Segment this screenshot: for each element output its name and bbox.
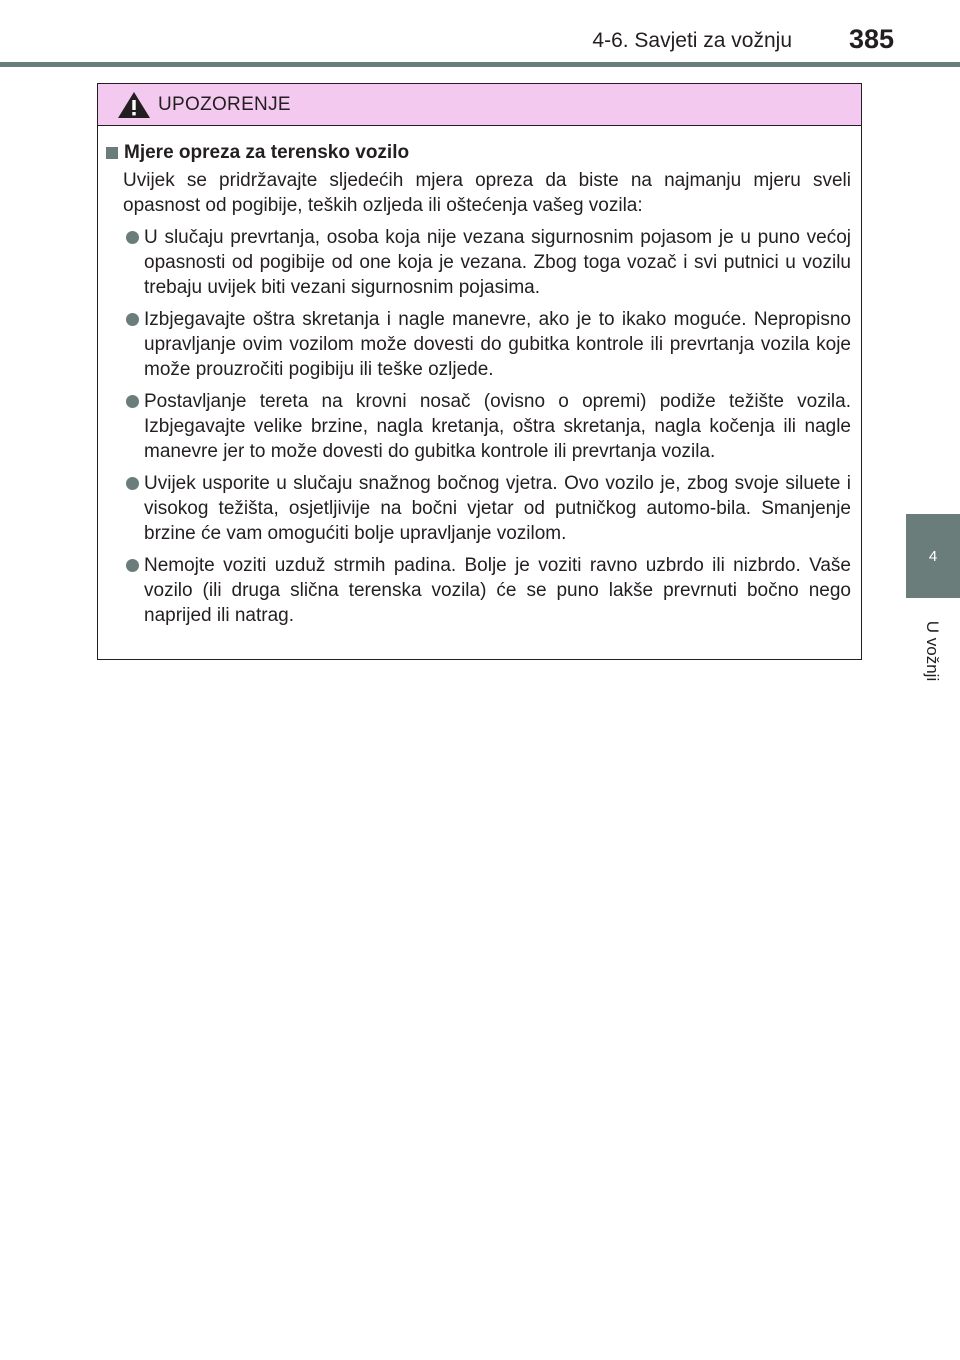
page-number: 385 xyxy=(848,24,894,54)
page-header-title: 4-6. Savjeti za vožnju xyxy=(592,29,792,52)
chapter-label-vertical xyxy=(904,606,960,696)
round-bullet-icon xyxy=(126,313,139,326)
round-bullet-icon xyxy=(126,231,139,244)
list-item xyxy=(106,553,851,628)
list-item xyxy=(106,307,851,382)
list-item-text: Nemojte voziti uzduž strmih padina. Bolje je voziti ravno uzbrdo ili nizbrdo. Vaše vozilo (ili druga slična terenska vozila) će se puno lakše prevrnuti bočno nego naprijed ili natrag. xyxy=(144,555,851,626)
chapter-number: 4 xyxy=(928,547,938,565)
warning-title: UPOZORENJE xyxy=(158,93,291,115)
chapter-tab xyxy=(906,514,960,598)
round-bullet-icon xyxy=(126,477,139,490)
section-heading-text: Mjere opreza za terensko vozilo xyxy=(124,142,410,163)
intro-paragraph: Uvijek se pridržavajte sljedećih mjera opreza da biste na najmanju mjeru sveli opasnost od pogibije, teških ozljeda ili oštećenja vašeg vozila: xyxy=(123,170,851,216)
header-rule xyxy=(0,62,960,67)
list-item-text: U slučaju prevrtanja, osoba koja nije vezana sigurnosnim pojasom je u puno većoj opasnosti od pogibije od one koja je vezana. Zbog toga vozač i svi putnici u vozilu trebaju uvijek biti vezani sigurnosnim pojasima. xyxy=(144,227,851,298)
chapter-label: U vožnji xyxy=(923,620,942,682)
round-bullet-icon xyxy=(126,395,139,408)
list-item-text: Uvijek usporite u slučaju snažnog bočnog vjetra. Ovo vozilo je, zbog svoje siluete i visokog težišta, osjetljivije na bočni vjetar od putničkog automo-bila. Smanjenje brzine će vam omogućiti bolje upravljanje vozilom. xyxy=(144,473,851,544)
warning-box xyxy=(97,83,862,660)
warning-triangle-icon xyxy=(116,90,152,120)
section-heading xyxy=(106,140,851,165)
list-item xyxy=(106,471,851,546)
list-item-text: Postavljanje tereta na krovni nosač (ovisno o opremi) podiže težište vozila. Izbjegavajte velike brzine, nagla kretanja, oštra skretanja, nagla kočenja ili nagle manevre jer to može dovesti do gubitka kontrole ili prevrtanja vozila. xyxy=(144,391,851,462)
square-bullet-icon xyxy=(106,147,118,159)
round-bullet-icon xyxy=(126,559,139,572)
list-item xyxy=(106,225,851,300)
warning-header xyxy=(98,84,861,126)
list-item-text: Izbjegavajte oštra skretanja i nagle manevre, ako je to ikako moguće. Nepropisno upravljanje ovim vozilom može dovesti do gubitka kontrole ili prevrtanja vozila koje može prouzročiti pogibiju ili teške ozljede. xyxy=(144,309,851,380)
list-item xyxy=(106,389,851,464)
warning-body xyxy=(98,126,861,628)
